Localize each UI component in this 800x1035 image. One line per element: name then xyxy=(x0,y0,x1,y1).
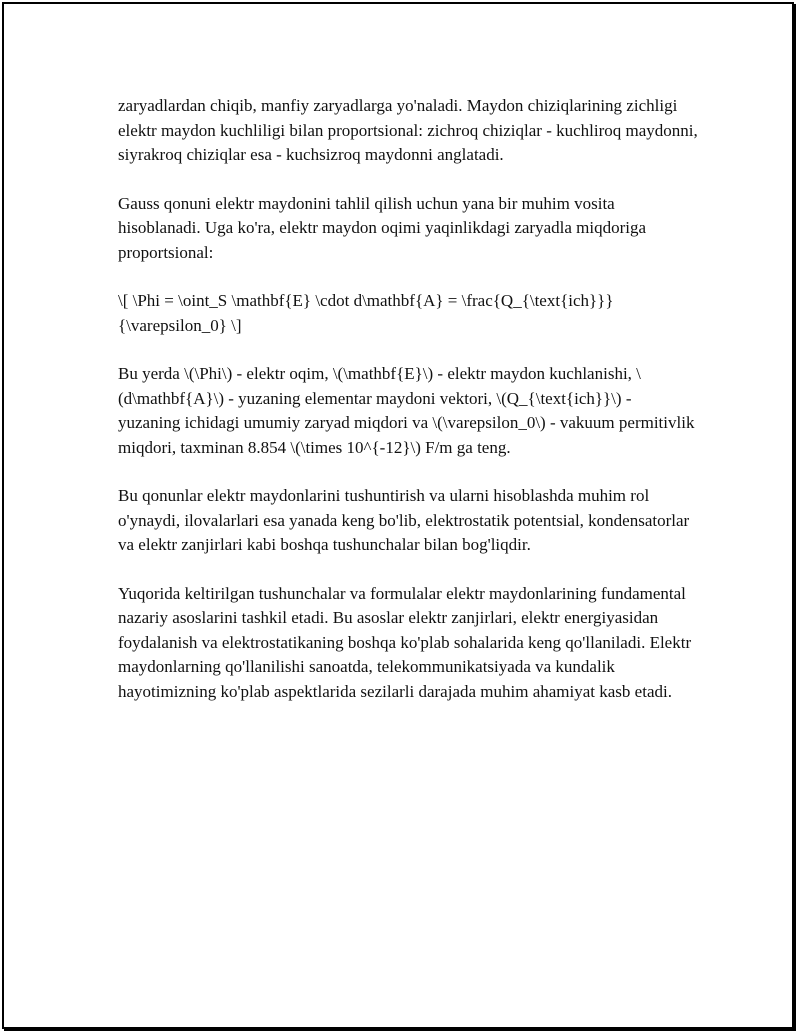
document-body xyxy=(118,94,698,728)
paragraph-conclusion: Yuqorida keltirilgan tushunchalar va formulalar elektr maydonlarining fundamental nazariy asoslarini tashkil etadi. Bu asoslar elektr zanjirlari, elektr energiyasidan foydalanish va elektrostatikaning boshqa ko'plab sohalarida keng qo'llaniladi. Elektr maydonlarning qo'llanilishi sanoatda, telekommunikatsiyada va kundalik hayotimizning ko'plab aspektlarida sezilarli darajada muhim ahamiyat kasb etadi. xyxy=(118,583,692,701)
paragraph-formula-explanation: Bu yerda \(\Phi\) - elektr oqim, \(\mathbf{E}\) - elektr maydon kuchlanishi, \(d\mathbf{A}\) - yuzaning elementar maydoni vektori, \(Q_{\text{ich}}\) - yuzaning ichidagi umumiy zaryad miqdori va \(\varepsilon_0\) - vakuum permitivlik miqdori, taxminan 8.854 \(\times 10^{-12}\) F/m ga teng. xyxy=(118,364,695,457)
paragraph-gauss-formula: \[ \Phi = \oint_S \mathbf{E} \cdot d\mathbf{A} = \frac{Q_{\text{ich}}}{\varepsilon_0} \] xyxy=(118,291,614,335)
paragraph-field-lines: zaryadlardan chiqib, manfiy zaryadlarga yo'naladi. Maydon chiziqlarining zichligi elektr maydon kuchliligi bilan proportsional: zichroq chiziqlar - kuchliroq maydonni, siyrakroq chiziqlar esa - kuchsizroq maydonni anglatadi. xyxy=(118,96,698,164)
paragraph-laws-role: Bu qonunlar elektr maydonlarini tushuntirish va ularni hisoblashda muhim rol o'ynaydi, ilovalarlari esa yanada keng bo'lib, elektrostatik potentsial, kondensatorlar va elektr zanjirlari kabi boshqa tushunchalar bilan bog'liqdir. xyxy=(118,486,690,554)
paragraph-gauss-law-intro: Gauss qonuni elektr maydonini tahlil qilish uchun yana bir muhim vosita hisoblanadi. Uga ko'ra, elektr maydon oqimi yaqinlikdagi zaryadla miqdoriga proportsional: xyxy=(118,193,647,262)
